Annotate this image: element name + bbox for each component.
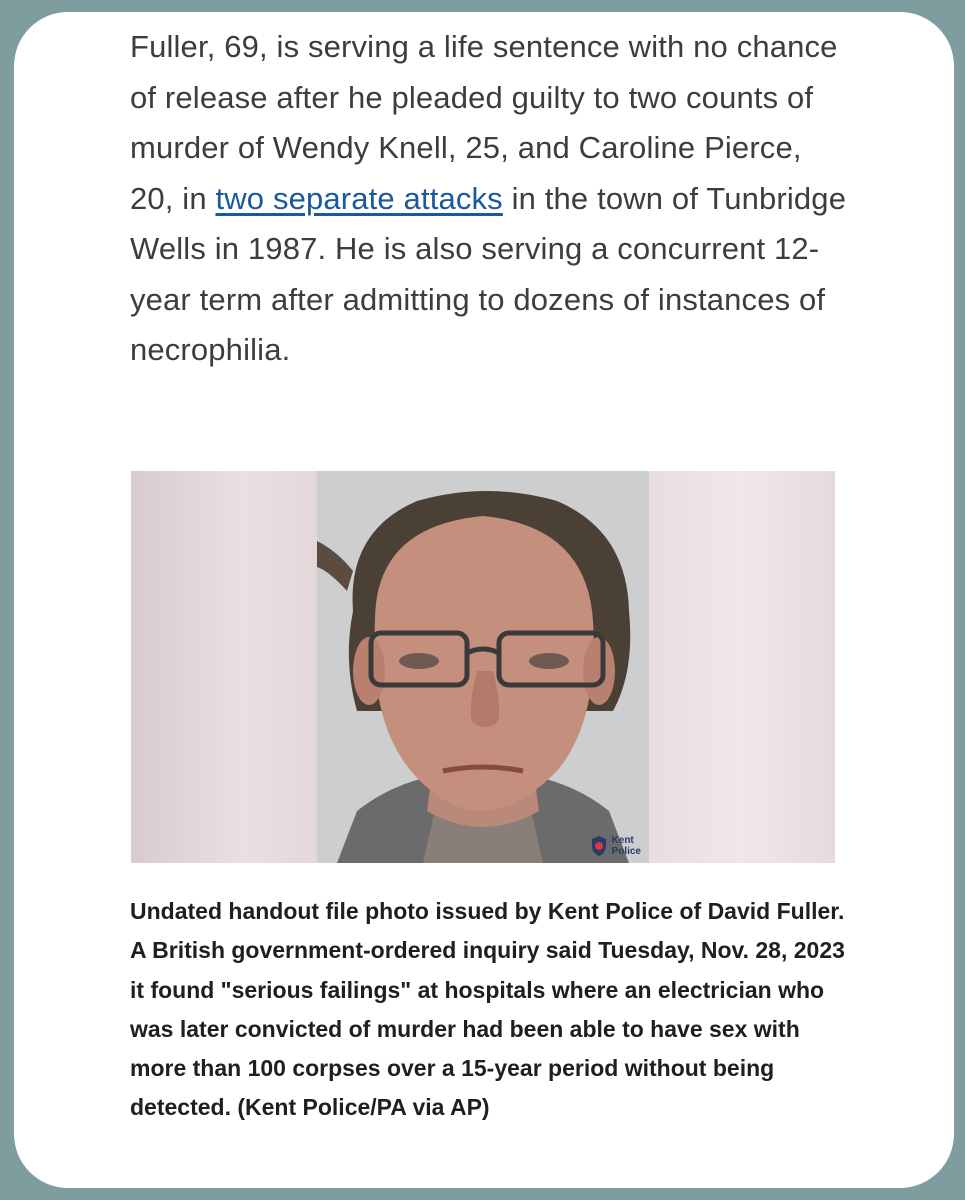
- photo-caption: Undated handout file photo issued by Kent Police of David Fuller. A British government-ordered inquiry said Tuesday, Nov. 28, 2023 it found "serious failings" at hospitals where an electrician who was later convicted of murder had been able to have sex with more than 100 corpses over a 15-year period without being detected. (Kent Police/PA via AP): [130, 898, 845, 1121]
- badge-line-kent: Kent: [611, 835, 634, 846]
- paragraph-text-end: in the town of Tunbridge Wells in 1987. He is also serving a concurrent 12-year term after admitting to dozens of instances of necrophilia.: [130, 180, 847, 367]
- article-paragraph: [130, 22, 850, 376]
- photo-blur-right: [649, 471, 835, 863]
- two-separate-attacks-link[interactable]: two separate attacks: [215, 180, 503, 216]
- badge-line-police: Police: [611, 846, 641, 857]
- paragraph-text-start: Fuller, 69, is serving a life sentence with no chance of release after he pleaded guilty to two counts of murder of Wendy Knell, 25, and Caroline Pierce, 20, in: [130, 29, 838, 216]
- kent-police-badge: [590, 835, 641, 857]
- police-crest-icon: [590, 835, 608, 857]
- article-card: [14, 12, 954, 1188]
- badge-text: [612, 835, 641, 857]
- photo-center: [317, 471, 649, 863]
- portrait-illustration: [317, 471, 649, 863]
- mugshot-photo: [131, 471, 835, 863]
- photo-blur-left: [131, 471, 317, 863]
